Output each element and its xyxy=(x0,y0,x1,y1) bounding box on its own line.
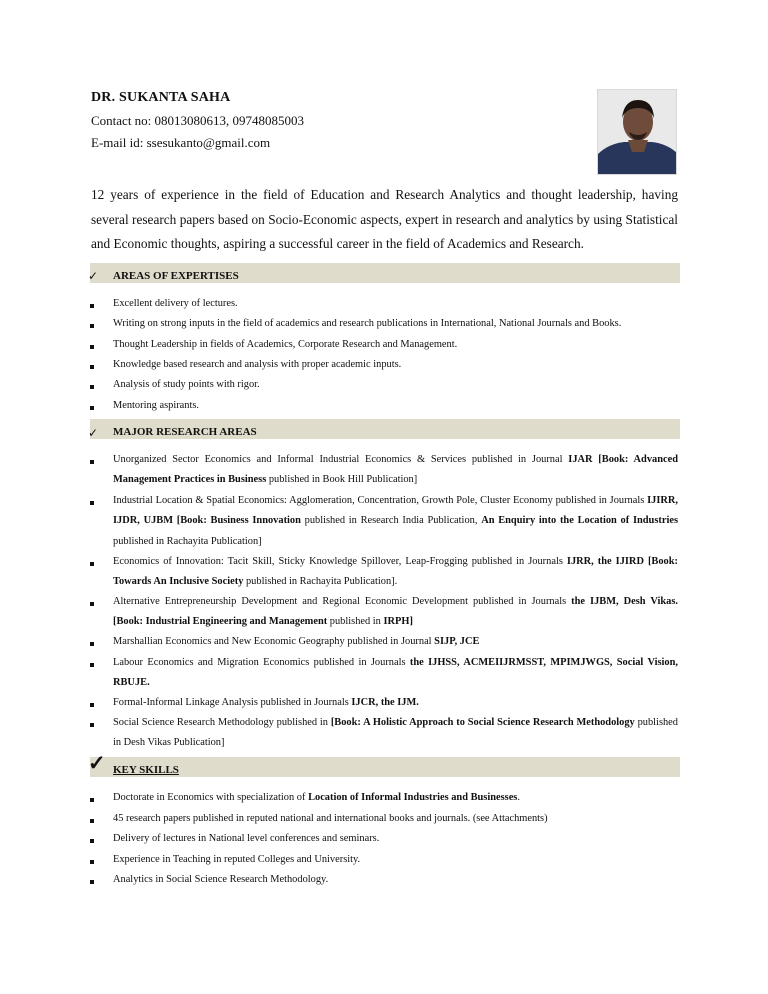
square-bullet-icon xyxy=(90,819,94,823)
item-text: published in Book Hill Publication] xyxy=(266,474,418,486)
professional-summary: 12 years of experience in the field of Education and Research Analytics and thought leadership, having several research papers based on Socio-Economic aspects, expert in research and analytics by using Statistical and Economic thoughts, aspiring a successful career in the field of Academics and Research. xyxy=(91,187,678,251)
square-bullet-icon xyxy=(90,406,94,410)
section-title-research: MAJOR RESEARCH AREAS xyxy=(113,426,257,438)
list-item: Excellent delivery of lectures. xyxy=(113,298,238,309)
list-item xyxy=(113,632,678,652)
square-bullet-icon xyxy=(90,663,94,667)
item-text: IJAR [Book: Advanced Management Practices in Business xyxy=(113,454,678,486)
email-address: E-mail id: ssesukanto@gmail.com xyxy=(91,135,271,150)
item-text: IJCR, the IJM. xyxy=(351,697,419,708)
item-text: Delivery of lectures in National level conferences and seminars. xyxy=(113,833,380,844)
square-bullet-icon xyxy=(90,642,94,646)
square-bullet-icon xyxy=(90,602,94,606)
candidate-name: DR. SUKANTA SAHA xyxy=(91,90,231,105)
item-text: Economics of Innovation: Tacit Skill, Sticky Knowledge Spillover, Leap-Frogging published in Journals xyxy=(113,556,567,567)
item-text: IRPH] xyxy=(383,616,413,628)
list-item xyxy=(113,829,678,849)
list-item: Thought Leadership in fields of Academics, Corporate Research and Management. xyxy=(113,339,458,350)
square-bullet-icon xyxy=(90,860,94,864)
item-text: Unorganized Sector Economics and Informal Industrial Economics & Services published in Journal xyxy=(113,454,569,465)
item-text: Industrial Location & Spatial Economics: Agglomeration, Concentration, Growth Pole, Cluster Economy published in Journals xyxy=(113,495,648,506)
item-text: published in Rachayita Publication] xyxy=(113,535,262,547)
square-bullet-icon xyxy=(90,562,94,566)
item-text: Analytics in Social Science Research Methodology. xyxy=(113,874,329,885)
item-text: IJRR, the IJIRD [Book: Towards An Inclusive Society xyxy=(113,556,678,588)
square-bullet-icon xyxy=(90,324,94,328)
list-item xyxy=(113,788,678,808)
square-bullet-icon xyxy=(90,798,94,802)
list-item xyxy=(113,809,678,829)
square-bullet-icon xyxy=(90,365,94,369)
list-item xyxy=(113,450,678,491)
list-item xyxy=(113,693,678,713)
square-bullet-icon xyxy=(90,385,94,389)
check-icon: ✓ xyxy=(88,269,99,283)
item-text: An Enquiry into the Location of Industries xyxy=(481,515,678,527)
square-bullet-icon xyxy=(90,460,94,464)
list-item xyxy=(113,850,678,870)
item-text: the IJBM, Desh Vikas. [Book: Industrial Engineering and Management xyxy=(113,596,678,628)
item-text: published in Rachayita Publication]. xyxy=(243,576,398,588)
item-text: the IJHSS, ACMEIIJRMSST, MPIMJWGS, Social Vision, RBUJE. xyxy=(113,657,678,689)
item-text: [Book: A Holistic Approach to Social Science Research Methodology xyxy=(330,717,635,728)
check-icon: ✓ xyxy=(88,426,99,440)
list-item xyxy=(113,870,678,890)
list-item xyxy=(113,552,678,593)
list-item xyxy=(113,592,678,633)
square-bullet-icon xyxy=(90,703,94,707)
list-item: Knowledge based research and analysis with proper academic inputs. xyxy=(113,359,402,370)
list-item: Writing on strong inputs in the field of academics and research publications in International, National Journals and Books. xyxy=(113,318,622,329)
square-bullet-icon xyxy=(90,839,94,843)
square-bullet-icon xyxy=(90,345,94,349)
square-bullet-icon xyxy=(90,880,94,884)
item-text: Marshallian Economics and New Economic Geography published in Journal xyxy=(113,636,435,647)
item-text: published in xyxy=(327,616,384,628)
item-text: published in Research India Publication, xyxy=(300,515,482,527)
item-text: Doctorate in Economics with specialization of xyxy=(113,792,309,803)
item-text: Formal-Informal Linkage Analysis published in Journals xyxy=(113,697,352,708)
item-text: SIJP, JCE xyxy=(434,636,480,647)
square-bullet-icon xyxy=(90,501,94,505)
item-text: Alternative Entrepreneurship Development and Regional Economic Development published in Journals xyxy=(113,596,572,607)
square-bullet-icon xyxy=(90,304,94,308)
check-icon: ✓ xyxy=(88,751,106,775)
item-text: 45 research papers published in reputed national and international books and journals. (see Attachments) xyxy=(113,813,548,824)
list-item: Analysis of study points with rigor. xyxy=(113,379,260,390)
contact-numbers: Contact no: 08013080613, 09748085003 xyxy=(91,113,305,128)
section-title-expertise: AREAS OF EXPERTISES xyxy=(113,270,239,282)
list-item xyxy=(113,491,678,552)
profile-photo xyxy=(597,89,677,175)
item-text: IJIRR, IJDR, UJBM [Book: Business Innovation xyxy=(113,495,678,527)
item-text: Social Science Research Methodology published in xyxy=(113,717,331,728)
list-item xyxy=(113,653,678,694)
item-text: Experience in Teaching in reputed Colleges and University. xyxy=(113,854,361,865)
list-item xyxy=(113,713,678,754)
item-text: published in Desh Vikas Publication] xyxy=(113,717,678,749)
section-title-skills: KEY SKILLS xyxy=(113,764,179,776)
square-bullet-icon xyxy=(90,723,94,727)
list-item: Mentoring aspirants. xyxy=(113,400,199,411)
item-text: Labour Economics and Migration Economics published in Journals xyxy=(113,657,410,668)
item-text: Location of Informal Industries and Businesses xyxy=(308,792,518,803)
item-text: . xyxy=(517,792,520,803)
